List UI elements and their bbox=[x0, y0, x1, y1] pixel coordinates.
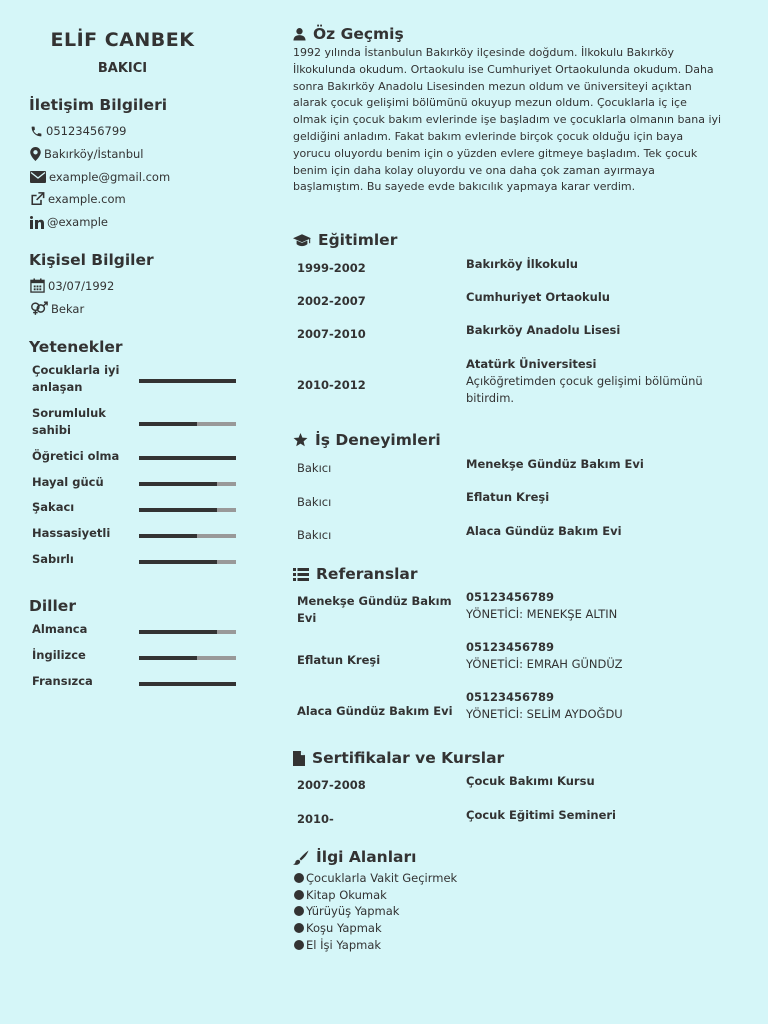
marital-row bbox=[30, 301, 84, 316]
reference-org: Eflatun Kreşi bbox=[297, 653, 381, 667]
skill-bar-fill bbox=[139, 422, 197, 426]
skill-bar bbox=[139, 534, 236, 538]
certificates-heading: Sertifikalar ve Kurslar bbox=[293, 749, 504, 767]
interest-item: El İşi Yapmak bbox=[294, 938, 381, 952]
skill-bar bbox=[139, 379, 236, 383]
education-entry: Cumhuriyet Ortaokulu bbox=[466, 290, 610, 304]
skill-bar-fill bbox=[139, 534, 197, 538]
experience-role: Bakıcı bbox=[297, 495, 332, 509]
skills-heading: Yetenekler bbox=[29, 338, 123, 356]
reference-contact bbox=[466, 639, 731, 673]
email-link[interactable]: example@gmail.com bbox=[49, 170, 171, 184]
summary-heading: Öz Geçmiş bbox=[293, 25, 404, 43]
skill-label: Hassasiyetli bbox=[32, 526, 111, 540]
education-years: 1999-2002 bbox=[297, 261, 366, 275]
education-heading: Eğitimler bbox=[293, 231, 397, 249]
summary-text: 1992 yılında İstanbulun Bakırköy ilçesinde doğdum. İlkokulu Bakırköy İlkokulunda okudum. Ortaokulu ise Cumhuriyet Ortaokulunda okudum. Daha sonra Bakırköy Anadolu Lisesinden mezun oldum ve üniversiteyi açıktan alarak çocuk gelişimi bölümünü okuyup mezun oldum. Çocuklarla iç içe olmak için çocuk bakım evlerinde işe başladım ve çocuklarla olmanın bana iyi geldiğini anladım. Fakat bakım evlerinde birçok çocuk olduğu için baya yorucu oluyordu benim için o yüzden evlere gitmeye başladım. Tek çocuk benim için daha kolay oluyordu ve ona daha çok zaman ayırmaya başlamıştım. Bu sayede evde bakıcılık yapmaya karar verdim. bbox=[293, 46, 722, 194]
birthdate-row bbox=[30, 278, 114, 293]
reference-person: YÖNETİCİ: SELİM AYDOĞDU bbox=[466, 707, 623, 721]
skill-label: Hayal gücü bbox=[32, 475, 104, 489]
bullet-icon bbox=[294, 940, 304, 950]
education-years: 2002-2007 bbox=[297, 294, 366, 308]
skill-bar-fill bbox=[139, 560, 217, 564]
interests-heading: İlgi Alanları bbox=[293, 848, 416, 866]
skill-bar bbox=[139, 456, 236, 460]
education-entry: Atatürk Üniversitesi Açıköğretimden çocuk gelişimi bölümünü bitirdim. bbox=[466, 357, 703, 405]
experience-role: Bakıcı bbox=[297, 528, 332, 542]
reference-phone: 05123456789 bbox=[466, 690, 555, 704]
skill-label: Sorumluluk sahibi bbox=[32, 406, 106, 437]
education-entry: Bakırköy İlkokulu bbox=[466, 257, 578, 271]
reference-org: Alaca Gündüz Bakım Evi bbox=[297, 704, 453, 718]
interest-item: Kitap Okumak bbox=[294, 888, 387, 902]
reference-person: YÖNETİCİ: MENEKŞE ALTIN bbox=[466, 607, 618, 621]
star-icon bbox=[293, 433, 308, 447]
certificate-years: 2007-2008 bbox=[297, 778, 366, 792]
reference-phone: 05123456789 bbox=[466, 590, 555, 604]
user-icon bbox=[293, 27, 306, 41]
interest-item: Yürüyüş Yapmak bbox=[294, 904, 399, 918]
linkedin-link[interactable]: @example bbox=[47, 215, 108, 229]
website-row bbox=[30, 192, 126, 206]
skill-bar bbox=[139, 422, 236, 426]
certificate-years: 2010- bbox=[297, 812, 334, 826]
venus-mars-icon bbox=[30, 301, 48, 316]
experience-place: Eflatun Kreşi bbox=[466, 490, 550, 504]
paint-brush-icon bbox=[293, 850, 309, 865]
education-years: 2007-2010 bbox=[297, 327, 366, 341]
education-years: 2010-2012 bbox=[297, 378, 366, 392]
phone-text: 05123456799 bbox=[46, 124, 127, 138]
skill-bar bbox=[139, 508, 236, 512]
map-marker-icon bbox=[30, 147, 41, 161]
language-bar bbox=[139, 630, 236, 634]
person-title: BAKICI bbox=[97, 61, 148, 76]
experience-place: Menekşe Gündüz Bakım Evi bbox=[466, 457, 644, 471]
language-bar-fill bbox=[139, 682, 236, 686]
bullet-icon bbox=[294, 923, 304, 933]
language-bar bbox=[139, 656, 236, 660]
website-link[interactable]: example.com bbox=[48, 192, 126, 206]
linkedin-row bbox=[30, 215, 108, 229]
external-link-icon bbox=[30, 192, 45, 206]
skill-bar-fill bbox=[139, 379, 236, 383]
document-icon bbox=[293, 751, 305, 766]
interest-item: Çocuklarla Vakit Geçirmek bbox=[294, 871, 457, 885]
skill-bar bbox=[139, 482, 236, 486]
languages-heading: Diller bbox=[29, 597, 76, 615]
skill-bar bbox=[139, 560, 236, 564]
reference-person: YÖNETİCİ: EMRAH GÜNDÜZ bbox=[466, 657, 623, 671]
list-icon bbox=[293, 568, 309, 581]
reference-phone: 05123456789 bbox=[466, 640, 555, 654]
birthdate-text: 03/07/1992 bbox=[48, 278, 115, 293]
reference-contact bbox=[466, 689, 731, 723]
skill-label: Sabırlı bbox=[32, 552, 74, 566]
email-row bbox=[30, 170, 170, 184]
bullet-icon bbox=[294, 906, 304, 916]
marital-text: Bekar bbox=[51, 301, 85, 316]
experience-place: Alaca Gündüz Bakım Evi bbox=[466, 524, 622, 538]
linkedin-icon bbox=[30, 216, 44, 229]
skill-bar-fill bbox=[139, 482, 217, 486]
skill-label: Çocuklarla iyi anlaşan bbox=[32, 363, 120, 394]
bullet-icon bbox=[294, 873, 304, 883]
experience-heading: İş Deneyimleri bbox=[293, 431, 441, 449]
phone-icon bbox=[30, 125, 43, 138]
language-label: İngilizce bbox=[32, 648, 86, 662]
education-note: Açıköğretimden çocuk gelişimi bölümünü bitirdim. bbox=[466, 374, 703, 405]
reference-org: Menekşe Gündüz Bakım Evi bbox=[297, 594, 452, 625]
language-bar-fill bbox=[139, 656, 197, 660]
skill-bar-fill bbox=[139, 456, 236, 460]
education-entry: Bakırköy Anadolu Lisesi bbox=[466, 323, 621, 337]
location-text: Bakırköy/İstanbul bbox=[44, 147, 144, 161]
skill-bar-fill bbox=[139, 508, 217, 512]
envelope-icon bbox=[30, 171, 46, 183]
references-heading: Referanslar bbox=[293, 565, 417, 583]
person-name: ELİF CANBEK bbox=[50, 29, 195, 51]
reference-contact bbox=[466, 589, 731, 623]
contact-heading: İletişim Bilgileri bbox=[29, 96, 168, 114]
experience-role: Bakıcı bbox=[297, 461, 332, 475]
bullet-icon bbox=[294, 890, 304, 900]
certificate-name: Çocuk Eğitimi Semineri bbox=[466, 808, 616, 822]
language-bar-fill bbox=[139, 630, 217, 634]
personal-heading: Kişisel Bilgiler bbox=[29, 251, 154, 269]
location-row bbox=[30, 147, 144, 161]
certificate-name: Çocuk Bakımı Kursu bbox=[466, 774, 595, 788]
calendar-icon bbox=[30, 278, 45, 293]
graduation-cap-icon bbox=[293, 234, 311, 247]
skill-label: Öğretici olma bbox=[32, 449, 120, 463]
language-label: Almanca bbox=[32, 622, 88, 636]
language-bar bbox=[139, 682, 236, 686]
phone-row bbox=[30, 124, 126, 138]
language-label: Fransızca bbox=[32, 674, 93, 688]
skill-label: Şakacı bbox=[32, 500, 75, 514]
interest-item: Koşu Yapmak bbox=[294, 921, 382, 935]
